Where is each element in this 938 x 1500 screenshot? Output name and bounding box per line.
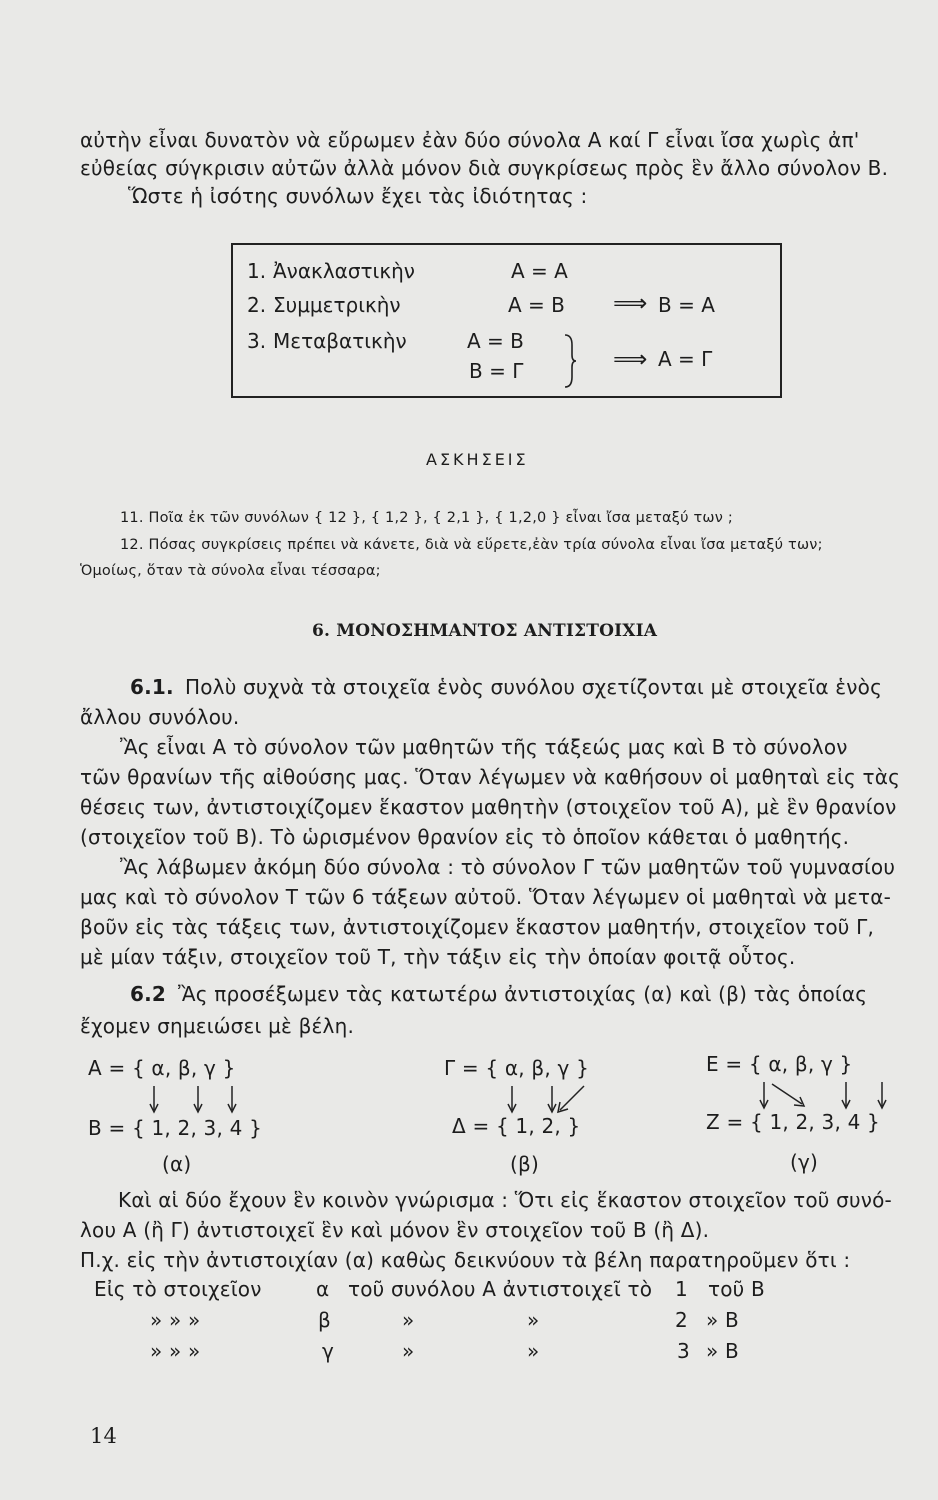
correspondence-row-3-element: γ (322, 1339, 335, 1363)
correspondence-row-1-number: 1 (675, 1277, 688, 1301)
property-3-name: Μεταβατικὴν (273, 329, 407, 353)
paragraph-6-1-line-1: Πολὺ συχνὰ τὰ στοιχεῖα ἑνὸς συνόλου σχετίζονται μὲ στοιχεῖα ἑνὸς (185, 675, 883, 699)
correspondence-row-2-ditto-3: » (527, 1308, 540, 1332)
paragraph-3-line-2: μας καὶ τὸ σύνολον Τ τῶν 6 τάξεων αὐτοῦ. Ὅταν λέγωμεν οἱ μαθηταὶ νὰ μετα- (80, 885, 892, 909)
mapping-b-domain-set: Γ = { α, β, γ } (444, 1056, 589, 1080)
property-3-relation-2: Β = Γ (469, 359, 524, 383)
paragraph-2-line-1: Ἂς εἶναι Α τὸ σύνολον τῶν μαθητῶν τῆς τάξεώς μας καὶ Β τὸ σύνολον (120, 735, 848, 759)
exercise-11: 11. Ποῖα ἐκ τῶν συνόλων { 12 }, { 1,2 }, { 2,1 }, { 1,2,0 } εἶναι ἴσα μεταξύ των ; (120, 510, 733, 526)
closing-line-1: Καὶ αἱ δύο ἔχουν ἓν κοινὸν γνώρισμα : Ὅτι εἰς ἕκαστον στοιχεῖον τοῦ συνό- (118, 1188, 892, 1212)
paragraph-3-line-1: Ἂς λάβωμεν ἀκόμη δύο σύνολα : τὸ σύνολον Γ τῶν μαθητῶν τοῦ γυμνασίου (120, 855, 896, 879)
correspondence-row-3-tail: » Β (706, 1339, 739, 1363)
correspondence-row-2-tail: » Β (706, 1308, 739, 1332)
correspondence-row-2-number: 2 (675, 1308, 688, 1332)
property-2-relation: Α = Β (508, 293, 565, 317)
paragraph-6-2-number: 6.2 (130, 982, 167, 1006)
property-3-num: 3. (247, 329, 267, 353)
closing-line-3: Π.χ. εἰς τὴν ἀντιστοιχίαν (α) καθὼς δεικνύουν τὰ βέλη παρατηροῦμεν ὅτι : (80, 1248, 851, 1272)
mapping-c-label: (γ) (790, 1150, 819, 1174)
correspondence-row-3-ditto: » » » (150, 1339, 201, 1363)
correspondence-row-3-number: 3 (677, 1339, 690, 1363)
closing-line-2: λου Α (ἢ Γ) ἀντιστοιχεῖ ἓν καὶ μόνον ἓν στοιχεῖον τοῦ Β (ἢ Δ). (80, 1218, 710, 1242)
property-1-num: 1. (247, 259, 267, 283)
paragraph-6-2-line-1: Ἂς προσέξωμεν τὰς κατωτέρω ἀντιστοιχίας (α) καὶ (β) τὰς ὁποίας (178, 982, 868, 1006)
paragraph-6-1-line-2: ἄλλου συνόλου. (80, 705, 240, 729)
correspondence-row-1-tail: τοῦ Β (708, 1277, 765, 1301)
paragraph-6-1-number: 6.1. (130, 675, 174, 699)
property-3-result: Α = Γ (658, 347, 713, 371)
property-1-name: Ἀνακλαστικὴν (273, 259, 415, 283)
paragraph-2-line-2: τῶν θρανίων τῆς αἰθούσης μας. Ὅταν λέγωμεν νὰ καθήσουν οἱ μαθηταὶ εἰς τὰς (80, 765, 901, 789)
property-1-relation: Α = Α (511, 259, 568, 283)
intro-line-3: Ὥστε ἡ ἰσότης συνόλων ἔχει τὰς ἰδιότητας : (128, 184, 588, 208)
exercises-heading: ΑΣΚΗΣΕΙΣ (426, 450, 529, 469)
mapping-c-codomain-set: Ζ = { 1, 2, 3, 4 } (706, 1110, 880, 1134)
correspondence-row-1-text: τοῦ συνόλου Α ἀντιστοιχεῖ τὸ (348, 1277, 653, 1301)
exercise-12-continued: Ὁμοίως, ὅταν τὰ σύνολα εἶναι τέσσαρα; (80, 563, 381, 579)
page-number: 14 (90, 1424, 118, 1448)
correspondence-row-1-element: α (316, 1277, 330, 1301)
paragraph-2-line-3: θέσεις των, ἀντιστοιχίζομεν ἕκαστον μαθητὴν (στοιχεῖον τοῦ Α), μὲ ἓν θρανίον (80, 795, 897, 819)
correspondence-row-2-ditto-2: » (402, 1308, 415, 1332)
mapping-b-label: (β) (510, 1152, 539, 1176)
mapping-a-codomain-set: Β = { 1, 2, 3, 4 } (88, 1116, 263, 1140)
property-3-relation-1: Α = Β (467, 329, 524, 353)
mapping-b-arrows (494, 1082, 594, 1116)
paragraph-3-line-4: μὲ μίαν τάξιν, στοιχεῖον τοῦ Τ, τὴν τάξιν εἰς τὴν ὁποίαν φοιτᾷ οὗτος. (80, 945, 796, 969)
intro-line-1: αὐτὴν εἶναι δυνατὸν νὰ εὔρωμεν ἐὰν δύο σύνολα Α καί Γ εἶναι ἴσα χωρὶς ἀπ' (80, 128, 860, 152)
property-2-result: Β = Α (658, 293, 715, 317)
mapping-a-label: (α) (162, 1152, 192, 1176)
correspondence-row-2-ditto: » » » (150, 1308, 201, 1332)
mapping-b-codomain-set: Δ = { 1, 2, } (452, 1114, 581, 1138)
paragraph-2-line-4: (στοιχεῖον τοῦ Β). Τὸ ὡρισμένον θρανίον εἰς τὸ ὁποῖον κάθεται ὁ μαθητής. (80, 825, 850, 849)
mapping-a-domain-set: Α = { α, β, γ } (88, 1056, 236, 1080)
mapping-a-arrows (140, 1082, 260, 1116)
paragraph-3-line-3: βοῦν εἰς τὰς τάξεις των, ἀντιστοιχίζομεν ἕκαστον μαθητήν, στοιχεῖον τοῦ Γ, (80, 915, 875, 939)
property-2-num: 2. (247, 293, 267, 317)
paragraph-6-2-line-2: ἔχομεν σημειώσει μὲ βέλη. (80, 1014, 355, 1038)
property-2-implies-arrow: ⟹ (613, 289, 648, 317)
correspondence-row-3-ditto-3: » (527, 1339, 540, 1363)
correspondence-row-1-intro: Εἰς τὸ στοιχεῖον (94, 1277, 262, 1301)
property-3-implies-arrow: ⟹ (613, 345, 648, 373)
mapping-c-arrows (750, 1078, 900, 1114)
property-2-name: Συμμετρικὴν (273, 293, 401, 317)
mapping-c-domain-set: Ε = { α, β, γ } (706, 1052, 853, 1076)
properties-box (231, 243, 782, 398)
correspondence-row-2-element: β (318, 1308, 331, 1332)
exercise-12: 12. Πόσας συγκρίσεις πρέπει νὰ κάνετε, διὰ νὰ εὕρετε,ἐὰν τρία σύνολα εἶναι ἴσα μεταξύ των; (120, 537, 823, 553)
section-title: 6. ΜΟΝΟΣΗΜΑΝΤΟΣ ΑΝΤΙΣΤΟΙΧΙΑ (312, 621, 658, 641)
correspondence-row-3-ditto-2: » (402, 1339, 415, 1363)
intro-line-2: εὐθείας σύγκρισιν αὐτῶν ἀλλὰ μόνον διὰ συγκρίσεως πρὸς ἓν ἄλλο σύνολον Β. (80, 156, 889, 180)
right-brace (563, 333, 577, 389)
